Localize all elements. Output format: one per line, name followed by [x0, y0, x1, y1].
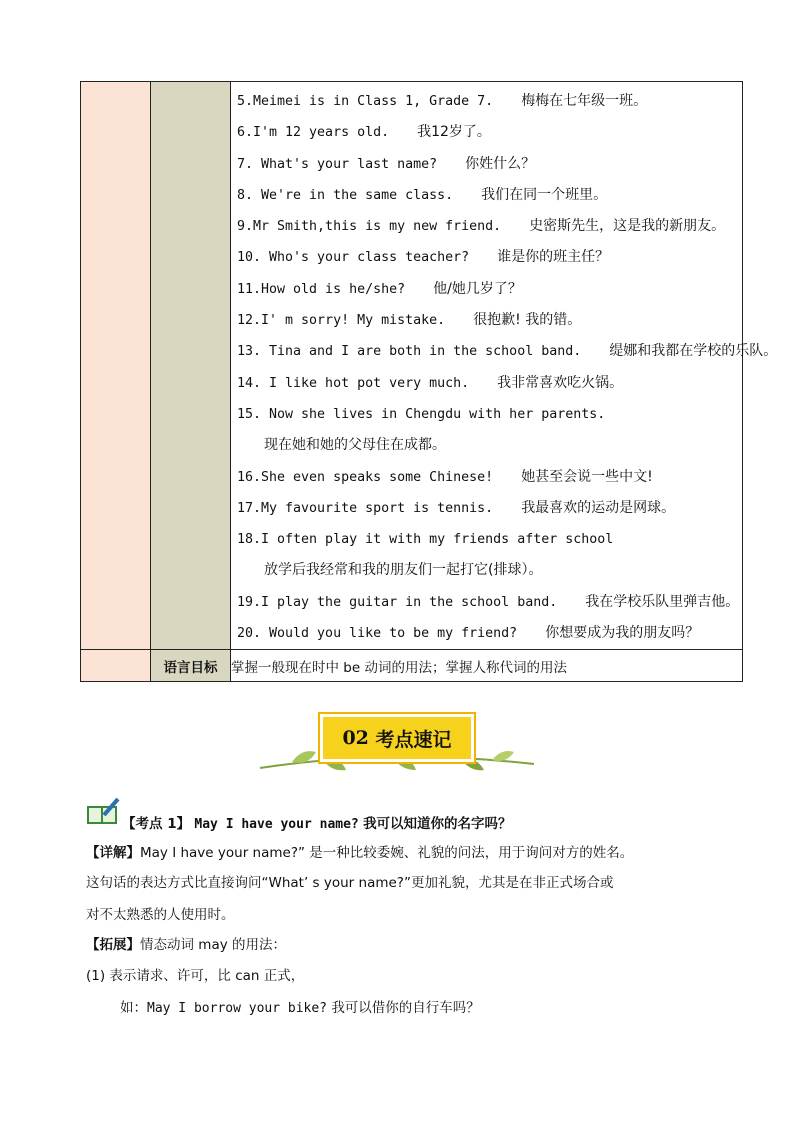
- sentence-zh: 我最喜欢的运动是网球。: [521, 499, 676, 516]
- example-en: May I borrow your bike?: [147, 1001, 328, 1016]
- sentence-list: [231, 82, 778, 649]
- detail-line-3: 对不太熟悉的人使用时。: [86, 907, 235, 923]
- sentence-en: 14. I like hot pot very much.: [237, 375, 470, 391]
- sentence-zh: 我们在同一个班里。: [481, 186, 608, 203]
- detail-line-1: [86, 841, 633, 861]
- sentence-line: [237, 587, 742, 618]
- sentence-line: [237, 430, 742, 461]
- sentence-line: [237, 242, 742, 273]
- sentence-en: 15. Now she lives in Chengdu with her parents.: [237, 406, 606, 422]
- sentence-zh: 我12岁了。: [417, 124, 491, 141]
- sentence-zh: 放学后我经常和我的朋友们一起打它(排球）。: [264, 562, 543, 579]
- sentence-en: 6.I'm 12 years old.: [237, 125, 390, 141]
- sentence-zh: 他/她几岁了？: [433, 280, 522, 297]
- sentence-en: 9.Mr Smith,this is my new friend.: [237, 219, 502, 235]
- sentence-line: [237, 211, 742, 242]
- sentence-line: [237, 524, 742, 555]
- sentence-line: [237, 462, 742, 493]
- sentence-zh: 梅梅在七年级一班。: [521, 93, 648, 109]
- example-prefix: 如：: [120, 1000, 147, 1016]
- sentence-zh: 缇娜和我都在学校的乐队。: [609, 343, 778, 360]
- section-title: 考点速记: [375, 728, 452, 751]
- sentence-zh: 史密斯先生，这是我的新朋友。: [529, 218, 726, 235]
- point1-question: May I have your name?: [194, 817, 359, 832]
- pink-column-cell: [81, 82, 151, 650]
- goal-text: 掌握一般现在时中 be 动词的用法；掌握人称代词的用法: [231, 650, 743, 682]
- sentence-en: 18.I often play it with my friends after school: [237, 532, 614, 548]
- sentence-zh: 她甚至会说一些中文!: [521, 468, 653, 485]
- point1-heading: [122, 812, 512, 832]
- sentence-en: 12.I' m sorry! My mistake.: [237, 313, 446, 329]
- sentence-en: 17.My favourite sport is tennis.: [237, 500, 494, 516]
- sentence-line: [237, 336, 778, 367]
- sentence-line: [237, 493, 742, 524]
- sentence-en: 11.How old is he/she?: [237, 281, 406, 297]
- sentence-en: 5.Meimei is in Class 1, Grade 7.: [237, 94, 494, 109]
- sentence-zh: 很抱歉! 我的错。: [473, 312, 582, 329]
- sentence-line: [237, 618, 742, 649]
- sentence-en: 7. What's your last name?: [237, 156, 438, 172]
- detail-tag: 【详解】: [86, 845, 140, 861]
- sentence-zh: 我非常喜欢吃火锅。: [497, 374, 624, 391]
- pink-column-cell: [81, 650, 151, 682]
- sentence-en: 19.I play the guitar in the school band.: [237, 594, 558, 610]
- sentence-line: [237, 368, 742, 399]
- sentence-line: [237, 86, 742, 117]
- sentence-line: [237, 149, 742, 180]
- extend-item-1: (1) 表示请求、许可，比 can 正式，: [86, 968, 305, 984]
- sentence-zh: 你想要成为我的朋友吗？: [545, 625, 700, 642]
- extend-line: [86, 933, 286, 953]
- detail-text-1: May I have your name?” 是一种比较委婉、礼貌的问法，用于询问对方的姓名。: [140, 845, 634, 861]
- sentence-zh: 谁是你的班主任？: [497, 249, 610, 266]
- olive-column-cell: [151, 82, 231, 650]
- extend-text: 情态动词 may 的用法：: [140, 937, 286, 953]
- sentence-en: 13. Tina and I are both in the school band.: [237, 344, 582, 360]
- sentence-zh: 现在她和她的父母住在成都。: [264, 437, 446, 454]
- point1-tag: 【考点 1】: [122, 816, 191, 832]
- book-pencil-icon: [86, 795, 122, 825]
- extend-example: [120, 996, 480, 1016]
- example-zh: 我可以借你的自行车吗？: [331, 1000, 480, 1016]
- sentence-line: [237, 399, 742, 430]
- sentence-line: [237, 274, 742, 305]
- sentence-line: [237, 555, 742, 586]
- sentence-line: [237, 180, 742, 211]
- detail-line-2: 这句话的表达方式比直接询问“What’ s your name?”更加礼貌，尤其是在非正式场合或: [86, 875, 614, 891]
- sentence-zh: 你姓什么？: [465, 155, 536, 172]
- goal-label: 语言目标: [151, 650, 231, 682]
- section-badge: [320, 714, 474, 762]
- sentence-en: 8. We're in the same class.: [237, 187, 454, 203]
- content-table: [80, 81, 778, 682]
- section-number: 02: [342, 727, 369, 749]
- sentence-line: [237, 305, 742, 336]
- sentence-cell: [231, 82, 778, 650]
- extend-tag: 【拓展】: [86, 937, 140, 953]
- sentence-en: 10. Who's your class teacher?: [237, 250, 470, 266]
- sentence-zh: 我在学校乐队里弹吉他。: [585, 593, 740, 610]
- section-banner: [252, 706, 542, 786]
- sentence-en: 20. Would you like to be my friend?: [237, 626, 518, 642]
- sentence-line: [237, 117, 742, 148]
- point1-question-zh: 我可以知道你的名字吗？: [363, 816, 512, 832]
- sentence-en: 16.She even speaks some Chinese!: [237, 469, 494, 485]
